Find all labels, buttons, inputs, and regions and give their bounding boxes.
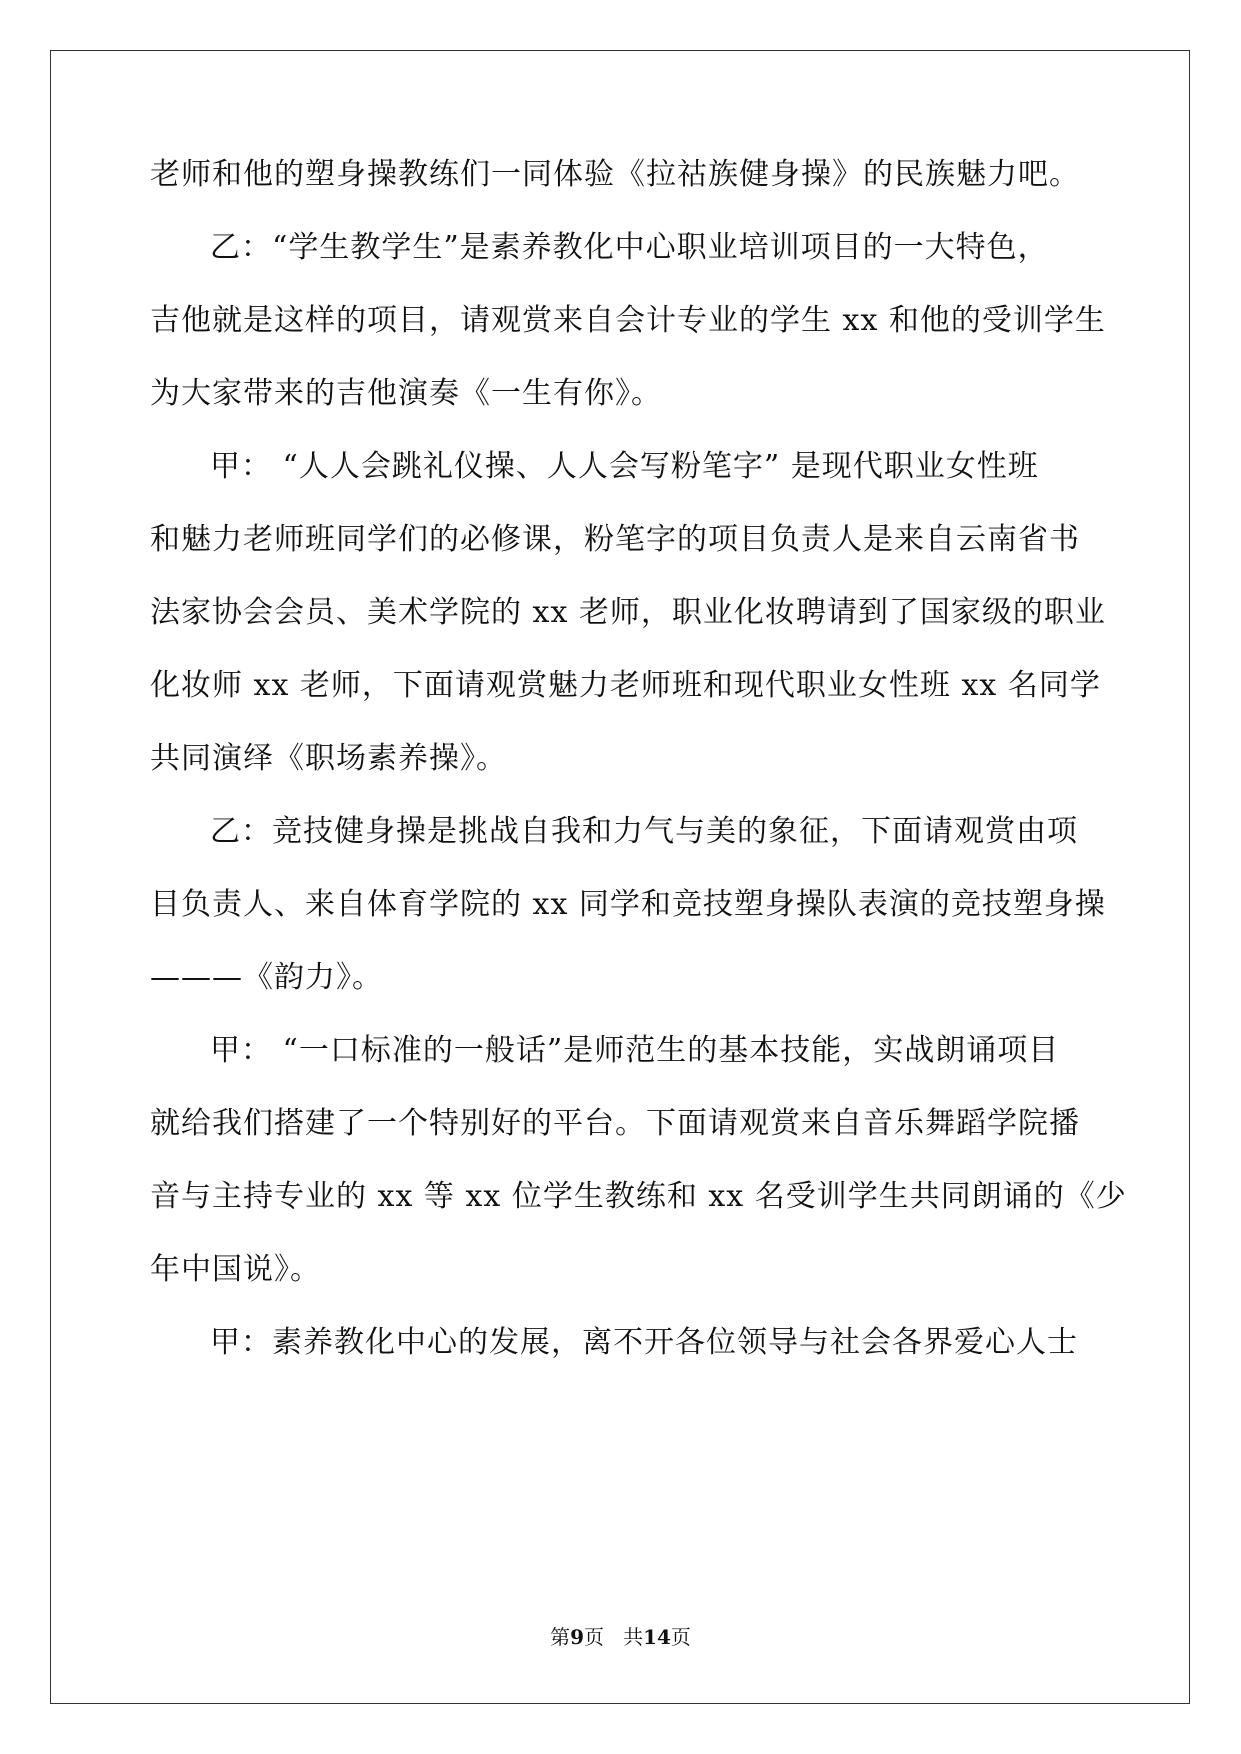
text-line: 乙：竞技健身操是挑战自我和力气与美的象征，下面请观赏由项 <box>210 814 1078 849</box>
footer-middle: 页 共 <box>584 1625 644 1649</box>
text-line: 乙：“学生教学生”是素养教化中心职业培训项目的一大特色， <box>210 230 1049 265</box>
page-footer <box>0 1624 1241 1650</box>
footer-suffix: 页 <box>670 1625 691 1649</box>
text-line: 为大家带来的吉他演奏《一生有你》。 <box>150 376 662 411</box>
text-line: 甲： “一口标准的一般话”是师范生的基本技能，实战朗诵项目 <box>210 1033 1060 1068</box>
text-line: 甲： “人人会跳礼仪操、人人会写粉笔字” 是现代职业女性班 <box>210 449 1039 484</box>
page-frame <box>50 50 1190 1704</box>
total-pages: 14 <box>643 1625 671 1649</box>
text-line: 甲：素养教化中心的发展，离不开各位领导与社会各界爱心人士 <box>210 1325 1078 1360</box>
text-line: 目负责人、来自体育学院的 xx 同学和竞技塑身操队表演的竞技塑身操 <box>150 887 1106 922</box>
text-line: 老师和他的塑身操教练们一同体验《拉祜族健身操》的民族魅力吧。 <box>150 157 1080 192</box>
text-line: 年中国说》。 <box>150 1252 321 1287</box>
text-line: 音与主持专业的 xx 等 xx 位学生教练和 xx 名受训学生共同朗诵的《少 <box>150 1179 1127 1214</box>
text-line: 化妆师 xx 老师，下面请观赏魅力老师班和现代职业女性班 xx 名同学 <box>150 668 1101 703</box>
text-line: ———《韵力》。 <box>150 960 383 995</box>
text-line: 吉他就是这样的项目，请观赏来自会计专业的学生 xx 和他的受训学生 <box>150 303 1106 338</box>
text-line: 法家协会会员、美术学院的 xx 老师，职业化妆聘请到了国家级的职业 <box>150 595 1106 630</box>
text-line: 共同演绎《职场素养操》。 <box>150 741 507 776</box>
footer-prefix: 第 <box>550 1625 571 1649</box>
page-number: 9 <box>570 1625 584 1649</box>
text-line: 和魅力老师班同学们的必修课，粉笔字的项目负责人是来自云南省书 <box>150 522 1080 557</box>
text-line: 就给我们搭建了一个特别好的平台。下面请观赏来自音乐舞蹈学院播 <box>150 1106 1080 1141</box>
